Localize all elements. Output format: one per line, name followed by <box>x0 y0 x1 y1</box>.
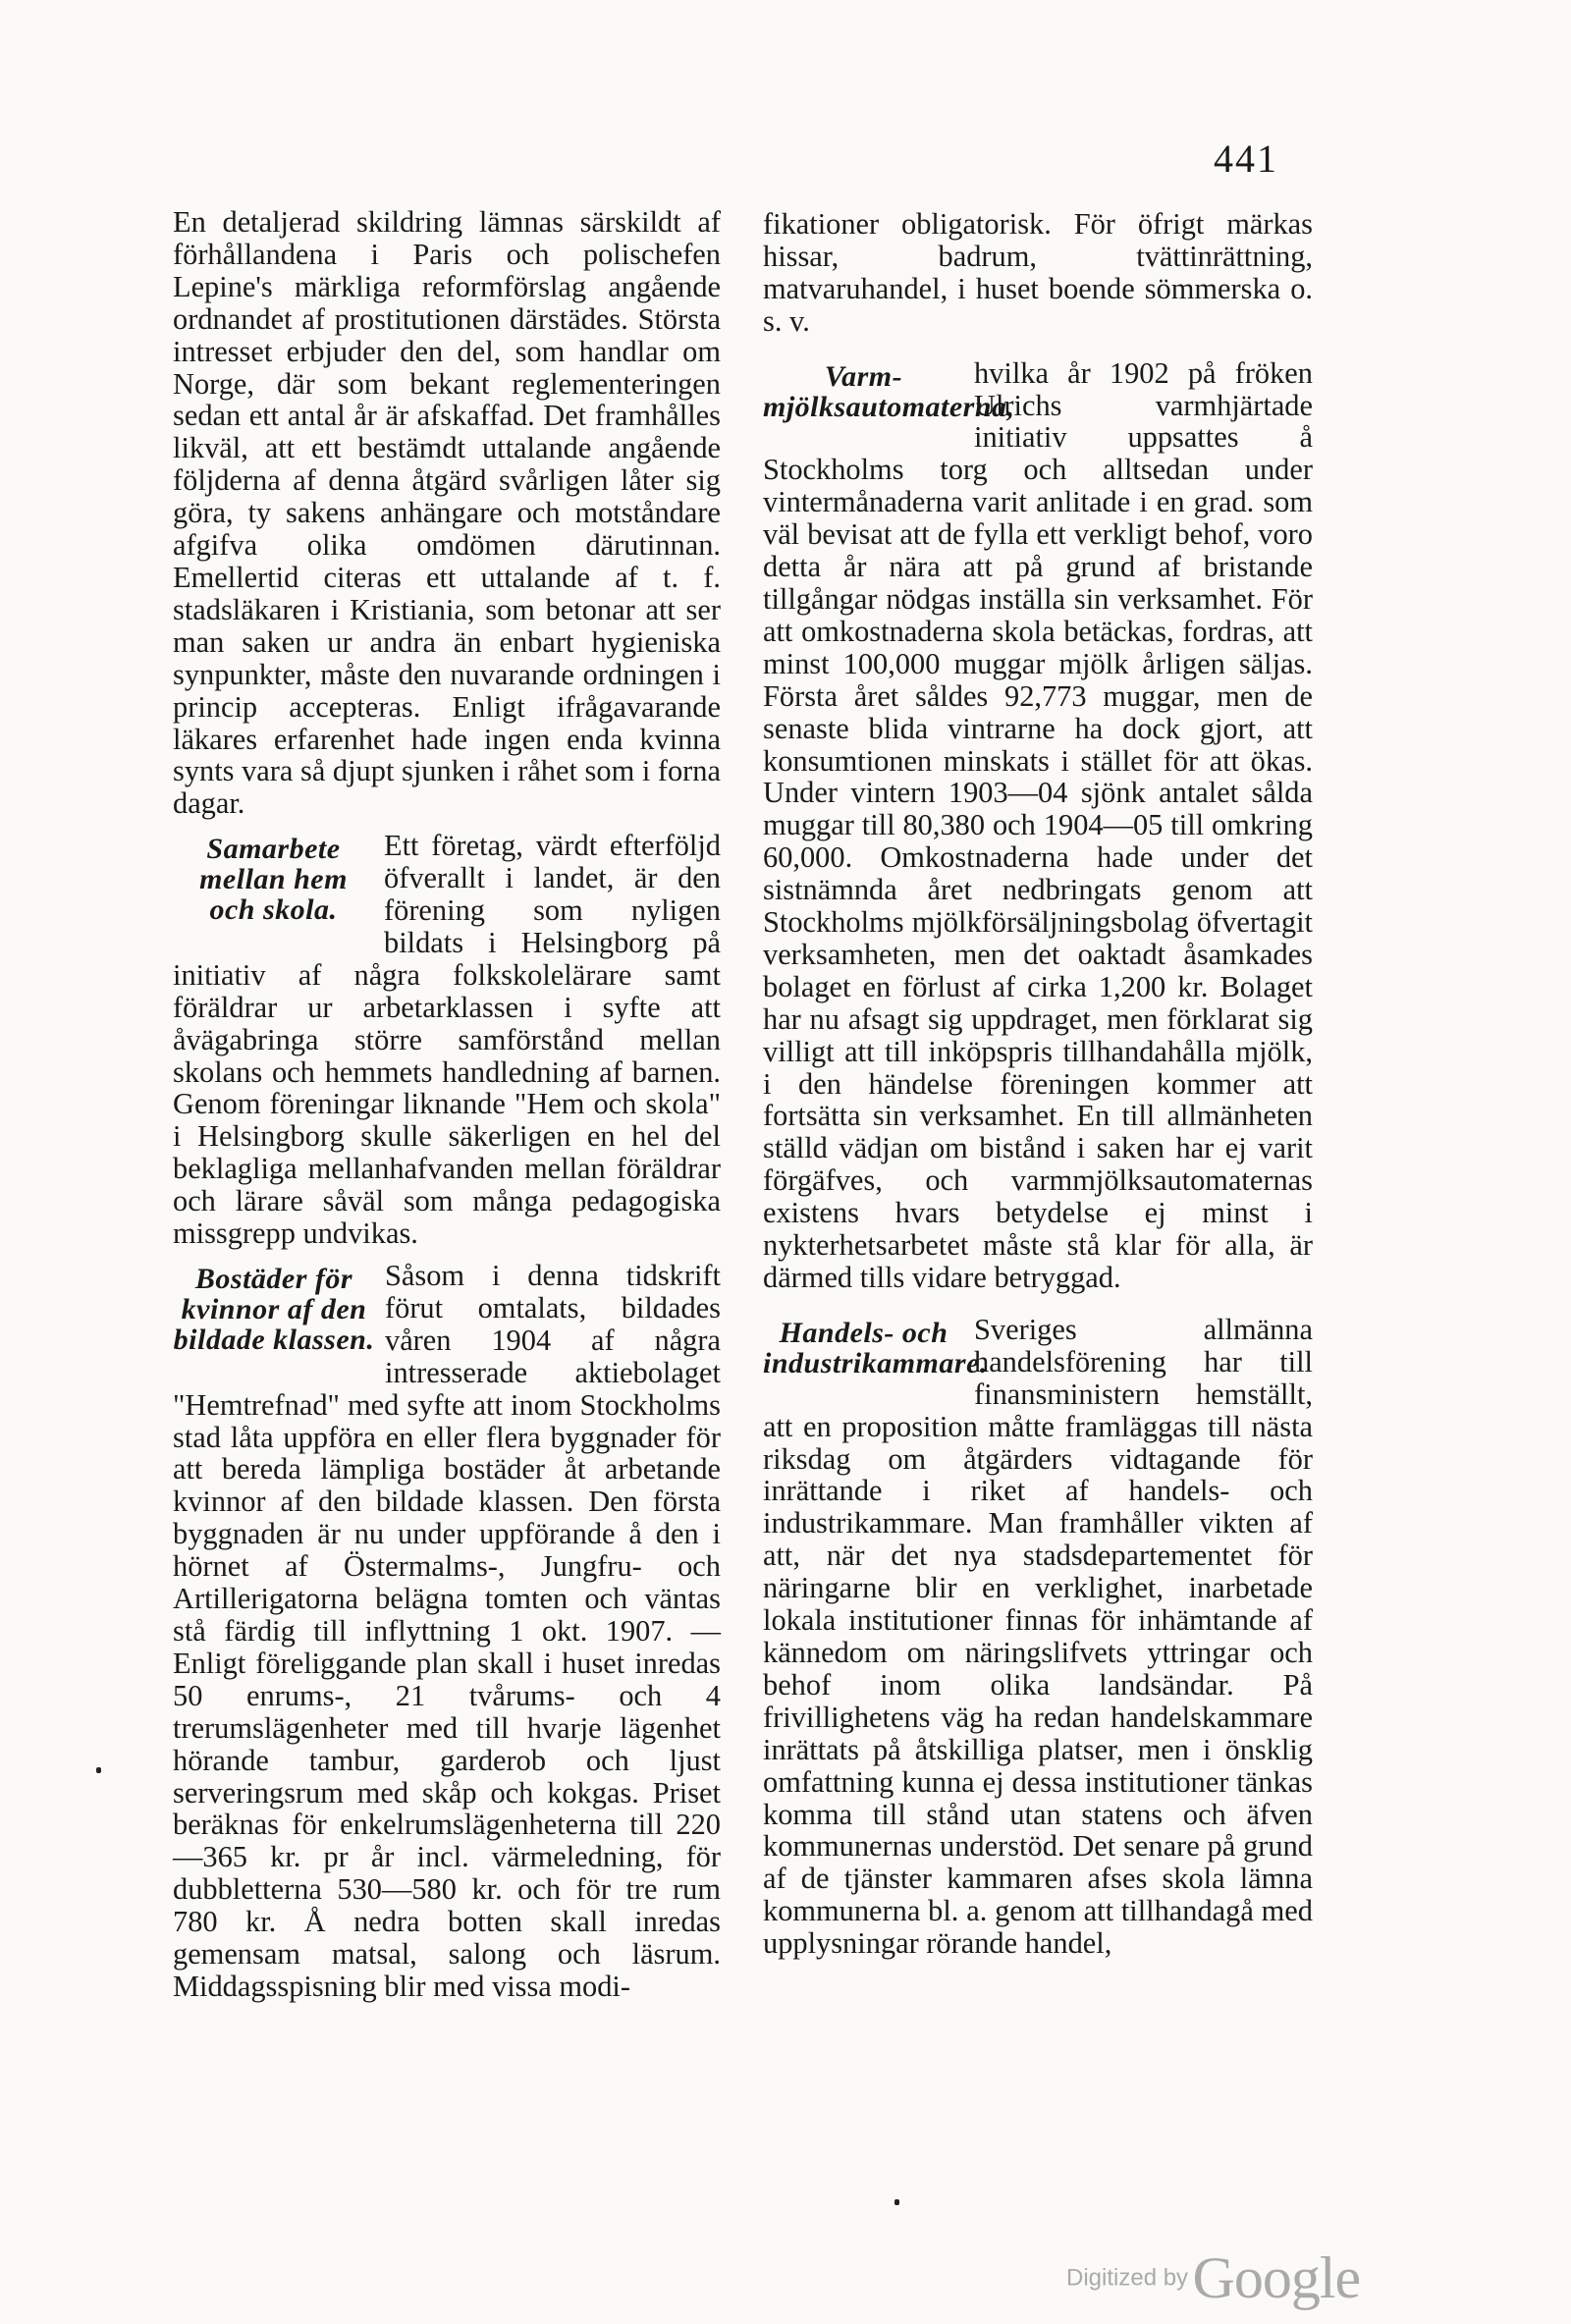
section-heading-bostader: Bostäder för kvinnor af den bildade klassen. <box>173 1263 375 1356</box>
scan-speck <box>96 1767 101 1773</box>
section-text-varmmjolk: hvilka år 1902 på fröken Ulrichs varmhjärtade initiativ uppsattes å Stockholms torg och alltsedan under vintermånaderna varit anlitade i en grad. som väl bevisat att de fylla ett verkligt behof, voro detta år nära att på grund af bristande tillgångar nödgas inställa sin verksamhet. För att omkostnaderna skola betäckas, fordras, att minst 100,000 muggar mjölk årligen säljas. Första året såldes 92,773 muggar, men de senaste blida vintrarne ha dock gjort, att konsumtionen minskats i stället för att ökas. Under vintern 1903—04 sjönk antalet sålda muggar till 80,380 och 1904—05 till omkring 60,000. Omkostnaderna hade under det sistnämnda året nedbringats genom att Stockholms mjölkförsäljningsbolag öfvertagit verksamheten, men det oaktadt åsamkades bolaget en förlust af cirka 1,200 kr. Bolaget har nu afsagt sig uppdraget, men förklarat sig villigt att till inköpspris tillhandahålla mjölk, i den händelse föreningen kommer att fortsätta sin verksamhet. En till allmänheten ställd vädjan om bistånd i saken har ej varit förgäfves, och varmmjölksautomaternas existens hvars betydelse ej minst i nykterhetsarbetet måste stå klar för alla, är därmed tills vidare betryggad. <box>763 355 1313 1294</box>
left-paragraph-1: En detaljerad skildring lämnas särskildt af förhållandena i Paris och polischefen Lepine's märkliga reformförslag angående ordnandet af prostitutionen därstädes. Största intresset erbjuder den del, som handlar om Norge, där som bekant reglementeringen sedan ett antal år är afskaffad. Det framhålles likväl, att ett bestämdt uttalande angående följderna af denna åtgärd svårligen låter sig göra, ty sakens anhängare och motståndare afgifva olika omdömen därutinnan. Emellertid citeras ett uttalande af t. f. stadsläkaren i Kristiania, som betonar att ser man saken ur andra än enbart hygieniska synpunkter, måste den nuvarande ordningen i princip accepteras. Enligt ifrågavarande läkares erfarenhet hade ingen enda kvinna synts vara så djupt sjunken i råhet som i forna dagar. <box>173 205 721 821</box>
digitized-label: Digitized by <box>1066 2264 1189 2292</box>
scan-speck <box>894 2199 899 2205</box>
google-logo: Google <box>1192 2245 1361 2310</box>
right-paragraph-1: fikationer obligatorisk. För öfrigt märkas hissar, badrum, tvättinrättning, matvaruhandel, i huset boende sömmerska o. s. v. <box>763 207 1313 338</box>
left-column <box>173 206 721 2003</box>
section-heading-varmmjolk: Varm-mjölksautomaterna, <box>763 359 1015 423</box>
section-text-samarbete: Ett företag, värdt efterföljd öfverallt i landet, är den förening som nyligen bildats i Helsingborg på initiativ af några folkskolelärare samt föräldrar ur arbetarklassen i syfte att åvägabringa större samförstånd mellan skolans och hemmets handledning af barnen. Genom föreningar liknande "Hem och skola" i Helsingborg skulle säkerligen en hel del beklagliga mellanhafvanden mellan föräldrar och lärare såväl som många pedagogiska missgrepp undvikas. <box>173 829 721 1251</box>
section-heading-handelskammare: Handels- och industrikammare. <box>763 1316 988 1379</box>
section-text-handelskammare: Sveriges allmänna handelsförening har till finansministern hemställt, att en proposition måtte framläggas till nästa riksdag om åtgärders vidtagande för inrättande i riket af handels- och industrikammare. Man framhåller vikten af att, när det nya stadsdepartementet för näringarne blir en verklighet, inarbetade lokala institutioner finnas för inhämtande af kännedom om näringslifvets yttringar och behof inom olika landsändar. På frivillighetens väg ha redan handelskammare inrättats på åtskilliga platser, men i önsklig omfattning kunna ej dessa institutioner tänkas komma till stånd utan statens och äfven kommunernas understöd. Det senare på grund af de tjänster kammaren afses skola lämna kommunerna bl. a. genom att tillhandagå med upplysningar rörande handel, <box>763 1312 1313 1961</box>
section-text-bostader: Såsom i denna tidskrift förut omtalats, bildades våren 1904 af några intresserade aktiebolaget "Hemtrefnad" med syfte att inom Stockholms stad låta uppföra en eller flera byggnader för att bereda lämpliga bostäder åt arbetande kvinnor af den bildade klassen. Den första byggnaden är nu under uppförande å den i hörnet af Östermalms-, Jungfru- och Artillerigatorna belägna tomten och väntas stå färdig till inflyttning 1 okt. 1907. — Enligt föreliggande plan skall i huset inredas 50 enrums-, 21 tvårums- och 4 trerumslägenheter med till hvarje lägenhet hörande tambur, garderob och ljust serveringsrum med skåp och kokgas. Priset beräknas för enkelrumslägenheterna till 220—365 kr. pr år incl. värmeledning, för dubbletterna 530—580 kr. och för tre rum 780 kr. Å nedra botten skall inredas gemensam matsal, salong och läsrum. Middagsspisning blir med vissa modi- <box>173 1259 721 2003</box>
page-number: 441 <box>1214 136 1278 181</box>
digitized-by-watermark <box>1066 2244 1360 2312</box>
section-heading-samarbete: Samarbete mellan hem och skola. <box>199 833 348 927</box>
right-column <box>763 208 1313 1960</box>
